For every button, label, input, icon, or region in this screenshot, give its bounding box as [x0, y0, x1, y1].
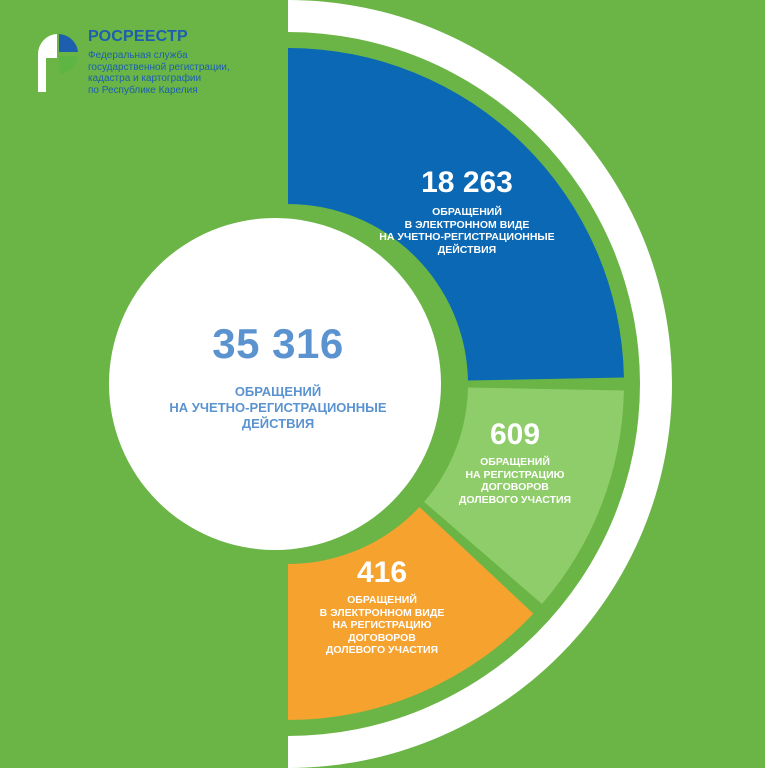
rosreestr-logo [34, 28, 264, 100]
segment-2-caption: ОБРАЩЕНИЙ В ЭЛЕКТРОННОМ ВИДЕ НА РЕГИСТРАЦИЮ ДОГОВОРОВ ДОЛЕВОГО УЧАСТИЯ [319, 594, 445, 656]
total-value-label: 35 316 [212, 320, 344, 367]
brand-subtitle-line: Федеральная служба [88, 50, 188, 61]
total-caption: ОБРАЩЕНИЙ НА УЧЕТНО-РЕГИСТРАЦИОННЫЕ ДЕЙСТВИЯ [169, 384, 387, 431]
brand-subtitle-line: по Республике Карелия [88, 84, 198, 96]
brand-subtitle-line: кадастра и картографии [88, 73, 202, 84]
brand-subtitle [88, 50, 278, 96]
brand-name: РОСРЕЕСТР [88, 28, 188, 45]
segment-0-value-label: 18 263 [421, 166, 513, 199]
brand-subtitle-line: государственной регистрации, [88, 61, 230, 73]
rosreestr-emblem-icon [34, 30, 80, 94]
segment-1-value-label: 609 [489, 418, 541, 451]
segment-2-value-label: 416 [356, 556, 408, 589]
segment-1-caption: ОБРАЩЕНИЙ НА РЕГИСТРАЦИЮ ДОГОВОРОВ ДОЛЕВОГО УЧАСТИЯ [458, 456, 572, 506]
segment-0-caption: ОБРАЩЕНИЙ В ЭЛЕКТРОННОМ ВИДЕ НА УЧЕТНО-РЕГИСТРАЦИОННЫЕ ДЕЙСТВИЯ [379, 206, 555, 256]
